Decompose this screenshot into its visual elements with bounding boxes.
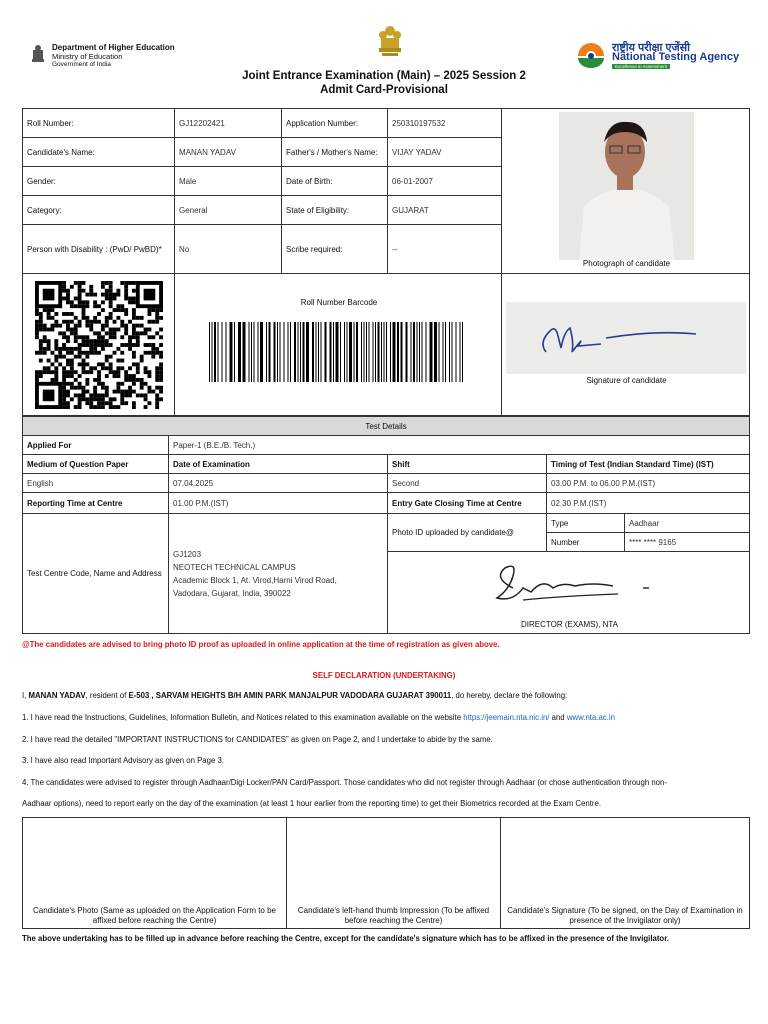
page-title (0, 69, 768, 97)
director-signature (483, 558, 663, 613)
pwd-label: Person with Disability : (PwD/ PwBD)* (22, 224, 175, 274)
dept-line1: Department of Higher Education (52, 43, 175, 52)
nta-link[interactable]: www.nta.ac.in (566, 713, 615, 722)
timing-label: Timing of Test (Indian Standard Time) (IST) (546, 454, 750, 474)
gate-label: Entry Gate Closing Time at Centre (387, 492, 547, 514)
medium-label: Medium of Question Paper (22, 454, 169, 474)
qr-code (32, 281, 166, 409)
declaration-point4-line2: Aadhaar options), need to report early on the day of the examination (at least 1 hour earlier from the reporting time) to get their Biometrics recorded at the Exam Centre. (22, 799, 602, 808)
barcode-box (174, 273, 502, 416)
name-label: Candidate's Name: (22, 137, 175, 167)
applied-for-label: Applied For (22, 435, 169, 455)
timing-value: 03.00 P.M. to 06.00 P.M.(IST) (546, 473, 750, 493)
scribe-label: Scribe required: (281, 224, 388, 274)
declaration-point2: 2. I have read the detailed "IMPORTANT INSTRUCTIONS for CANDIDATES" as given on Page 2, and I undertake to abide by the same. (22, 735, 493, 744)
centre-addr2: Vadodara, Gujarat, India, 390022 (173, 588, 291, 598)
candidate-signature-box: Candidate's Signature (To be signed, on the Day of Examination in presence of the Invigilator only) (500, 817, 750, 929)
centre-addr1: Academic Block 1, At. Virod,Harni Virod Road, (173, 575, 337, 585)
medium-value: English (22, 473, 169, 493)
nta-logo-icon (576, 42, 606, 68)
dept-line2: Ministry of Education (52, 51, 123, 61)
dept-line3: Government of India (52, 61, 111, 68)
reporting-value: 01.00 P.M.(IST) (168, 492, 388, 514)
state-label: State of Eligibility: (281, 195, 388, 225)
national-emblem-icon (30, 44, 46, 64)
title-line1: Joint Entrance Examination (Main) – 2025 Session 2 (242, 70, 526, 82)
number-value: **** **** 9165 (624, 532, 750, 552)
category-value: General (174, 195, 282, 225)
centre-code: GJ1203 (173, 549, 202, 559)
photo-id-note: @The candidates are advised to bring photo ID proof as uploaded in online application at the time of registration as given above. (22, 640, 500, 649)
scribe-value: -- (387, 224, 502, 274)
nta-logo (576, 40, 766, 70)
jeemain-link[interactable]: https://jeemain.nta.nic.in/ (463, 713, 550, 722)
self-declaration-title: SELF DECLARATION (UNDERTAKING) (312, 671, 456, 680)
gate-value: 02.30 P.M.(IST) (546, 492, 750, 514)
app-value: 250310197532 (387, 108, 502, 138)
category-label: Category: (22, 195, 175, 225)
declaration-point3: 3. I have also read Important Advisory as given on Page 3. (22, 756, 224, 765)
type-label: Type (546, 513, 625, 533)
declaration-intro (22, 690, 752, 701)
candidate-photo (559, 112, 694, 260)
date-value: 07.04.2025 (168, 473, 388, 493)
decl-address: E-503 , SARVAM HEIGHTS B/H AMIN PARK MANJALPUR VADODARA GUJARAT 390011 (128, 691, 452, 700)
app-label: Application Number: (281, 108, 388, 138)
date-label: Date of Examination (168, 454, 388, 474)
declaration-point4-line1: 4. The candidates were advised to register through Aadhaar/Digi Locker/PAN Card/Passport. Those candidates who did not register through Aadhaar (or chose authentication through non- (22, 778, 667, 787)
signature-caption: Signature of candidate (586, 376, 667, 385)
shift-label: Shift (387, 454, 547, 474)
candidate-photo-box: Candidate's Photo (Same as uploaded on the Application Form to be affixed before reaching the Centre) (22, 817, 287, 929)
nta-tagline: Excellence in Assessment (612, 64, 670, 69)
nta-name: National Testing Agency (612, 51, 740, 63)
test-details-header: Test Details (22, 416, 750, 436)
applied-for-value: Paper-1 (B.E./B. Tech.) (168, 435, 750, 455)
title-line2: Admit Card-Provisional (320, 84, 448, 96)
roll-value: GJ12202421 (174, 108, 282, 138)
decl-post: , do hereby, declare the following: (451, 691, 568, 700)
parent-value: VIJAY YADAV (387, 137, 502, 167)
thumb-impression-box: Candidate's left-hand thumb Impression (To be affixed before reaching the Centre) (286, 817, 501, 929)
centre-name: NEOTECH TECHNICAL CAMPUS (173, 562, 296, 572)
gender-value: Male (174, 166, 282, 196)
point1-text: 1. I have read the Instructions, Guidelines, Information Bulletin, and Notices related to this examination available on the website (22, 713, 464, 722)
candidate-signature (506, 302, 746, 374)
centre-address (168, 513, 388, 634)
decl-mid: , resident of (85, 691, 129, 700)
number-label: Number (546, 532, 625, 552)
state-value: GUJARAT (387, 195, 502, 225)
dob-label: Date of Birth: (281, 166, 388, 196)
point1-and: and (549, 713, 567, 722)
photo-box (501, 108, 750, 274)
qr-code-box (22, 273, 175, 416)
photo-caption: Photograph of candidate (582, 259, 671, 268)
declaration-point1 (22, 712, 752, 723)
photo-id-label: Photo ID uploaded by candidate@ (387, 513, 547, 552)
barcode-caption: Roll Number Barcode (300, 298, 378, 307)
gender-label: Gender: (22, 166, 175, 196)
nta-hindi-name: राष्ट्रीय परीक्षा एजेंसी (612, 42, 690, 54)
footer-note: The above undertaking has to be filled up in advance before reaching the Centre, except for the candidate's signature which has to be affixed in the presence of the Invigilator. (22, 934, 669, 943)
parent-label: Father's / Mother's Name: (281, 137, 388, 167)
roll-label: Roll Number: (22, 108, 175, 138)
signature-box (501, 273, 750, 416)
centre-label: Test Centre Code, Name and Address (22, 513, 169, 634)
national-emblem-icon (376, 25, 404, 59)
shift-value: Second (387, 473, 547, 493)
decl-name: MANAN YADAV (28, 691, 86, 700)
decl-pre: I, (22, 691, 29, 700)
roll-number-barcode (209, 322, 467, 382)
type-value: Aadhaar (624, 513, 750, 533)
name-value: MANAN YADAV (174, 137, 282, 167)
reporting-label: Reporting Time at Centre (22, 492, 169, 514)
director-caption: DIRECTOR (EXAMS), NTA (520, 620, 619, 629)
pwd-value: No (174, 224, 282, 274)
director-signature-box (387, 551, 750, 634)
dob-value: 06-01-2007 (387, 166, 502, 196)
